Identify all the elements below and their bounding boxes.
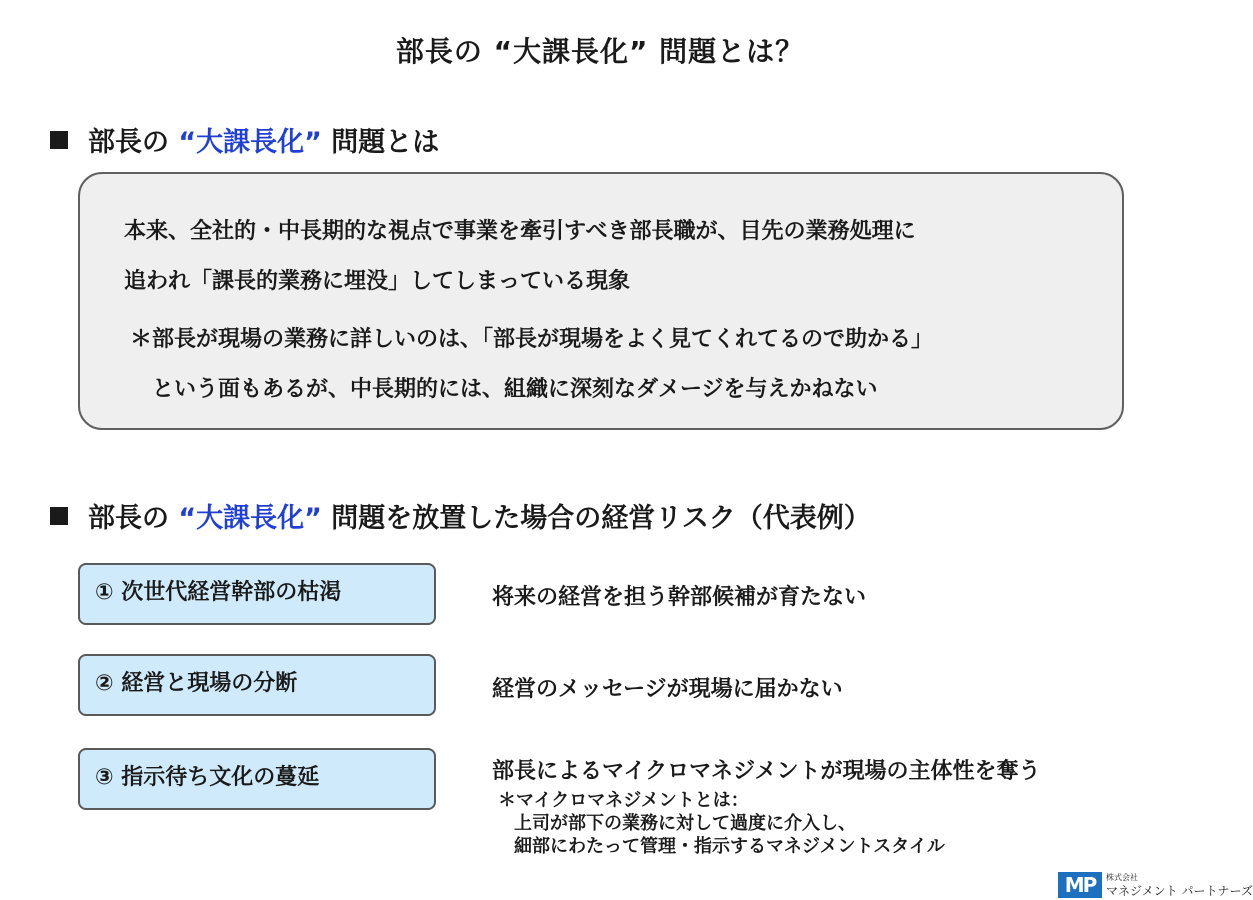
definition-note-line-2: という面もあるが、中長期的には、組織に深刻なダメージを与えかねない: [152, 377, 878, 402]
micromanagement-note-line-2: 細部にわたって管理・指示するマネジメントスタイル: [514, 836, 945, 857]
section-heading-highlight: “大課長化”: [178, 503, 322, 534]
logo-company-prefix: 株式会社: [1106, 873, 1138, 882]
page-title: 部長の “大課長化” 問題とは？: [395, 35, 805, 68]
section-heading-risks: [50, 496, 871, 535]
definition-line-1: 本来、全社的・中長期的な視点で事業を牽引すべき部長職が、目先の業務処理に: [124, 219, 916, 244]
risk-label-2: ② 経営と現場の分断: [78, 654, 436, 716]
definition-box: [78, 172, 1124, 430]
section-heading-suffix: 問題とは: [321, 127, 440, 158]
risk-description-3: 部長によるマイクロマネジメントが現場の主体性を奪う: [492, 759, 1041, 784]
risk-description-1: 将来の経営を担う幹部候補が育たない: [492, 585, 867, 610]
section-heading-prefix: 部長の: [88, 127, 179, 158]
definition-line-2: 追われ「課長的業務に埋没」してしまっている現象: [124, 269, 631, 294]
section-heading-suffix: 問題を放置した場合の経営リスク（代表例）: [321, 503, 871, 534]
logo-mark: MP: [1058, 872, 1102, 898]
square-bullet-icon: [50, 507, 68, 525]
section-heading-prefix: 部長の: [88, 503, 179, 534]
risk-label-3: ③ 指示待ち文化の蔓延: [78, 748, 436, 810]
logo-company-name: マネジメント パートナーズ: [1106, 884, 1253, 898]
micromanagement-note-title: ＊マイクロマネジメントとは：: [498, 790, 749, 811]
square-bullet-icon: [50, 131, 68, 149]
risk-label-1: ① 次世代経営幹部の枯渇: [78, 563, 436, 625]
risk-description-2: 経営のメッセージが現場に届かない: [492, 677, 843, 702]
definition-note-line-1: ＊部長が現場の業務に詳しいのは、「部長が現場をよく見てくれてるので助かる」: [130, 327, 934, 352]
section-heading-definition: [50, 120, 439, 159]
micromanagement-note-line-1: 上司が部下の業務に対して過度に介入し、: [514, 813, 856, 834]
section-heading-highlight: “大課長化”: [178, 127, 322, 158]
